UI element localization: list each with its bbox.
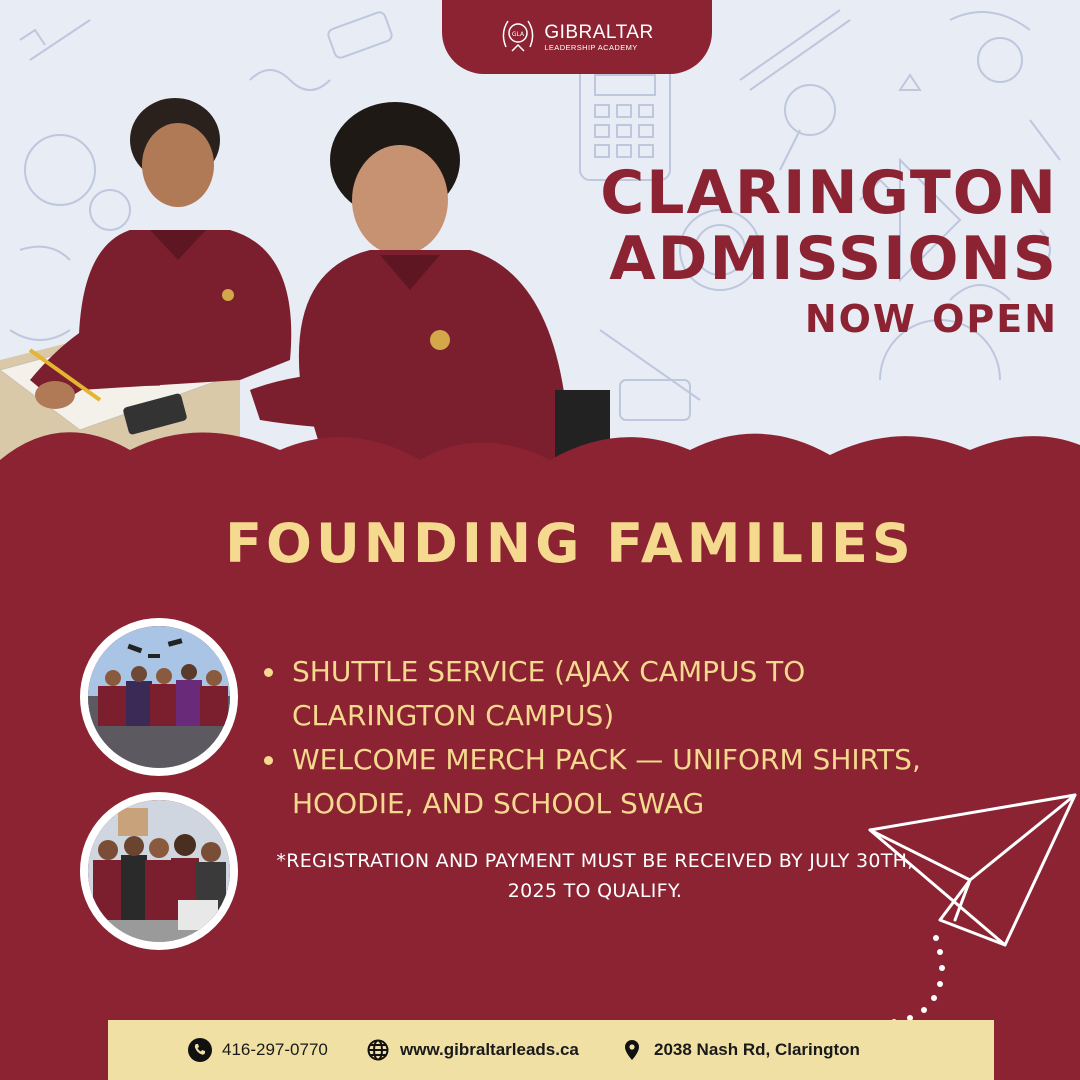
address-contact[interactable]	[620, 1038, 860, 1062]
brand-name: GIBRALTAR	[544, 21, 654, 43]
benefits-list	[262, 650, 942, 826]
contact-bar	[108, 1020, 994, 1080]
globe-icon	[366, 1038, 390, 1062]
benefit-item: WELCOME MERCH PACK — UNIFORM SHIRTS, HOODIE, AND SCHOOL SWAG	[262, 738, 942, 826]
headline	[600, 160, 1058, 346]
header-area	[0, 0, 1080, 470]
location-pin-icon	[620, 1038, 644, 1062]
students-group-photo	[80, 792, 238, 950]
headline-line-2: ADMISSIONS	[609, 224, 1058, 294]
website-link[interactable]	[366, 1038, 579, 1062]
phone-contact[interactable]	[188, 1038, 328, 1062]
section-title: FOUNDING FAMILIES	[225, 512, 915, 575]
phone-number: 416-297-0770	[222, 1040, 328, 1059]
academy-crest-icon	[500, 17, 536, 57]
website-url: www.gibraltarleads.ca	[400, 1040, 579, 1059]
address-text: 2038 Nash Rd, Clarington	[654, 1040, 860, 1059]
deadline-note: *REGISTRATION AND PAYMENT MUST BE RECEIVED BY JULY 30TH, 2025 TO QUALIFY.	[276, 850, 914, 902]
svg-text:GLA: GLA	[512, 31, 525, 38]
graduation-photo	[80, 618, 238, 776]
headline-line-3: NOW OPEN	[804, 297, 1058, 341]
benefit-item: SHUTTLE SERVICE (AJAX CAMPUS TO CLARINGTON CAMPUS)	[262, 650, 942, 738]
phone-icon	[188, 1038, 212, 1062]
brand-subtitle: LEADERSHIP ACADEMY	[544, 42, 638, 52]
headline-line-1: CLARINGTON	[600, 158, 1058, 228]
students-photo	[0, 60, 610, 470]
